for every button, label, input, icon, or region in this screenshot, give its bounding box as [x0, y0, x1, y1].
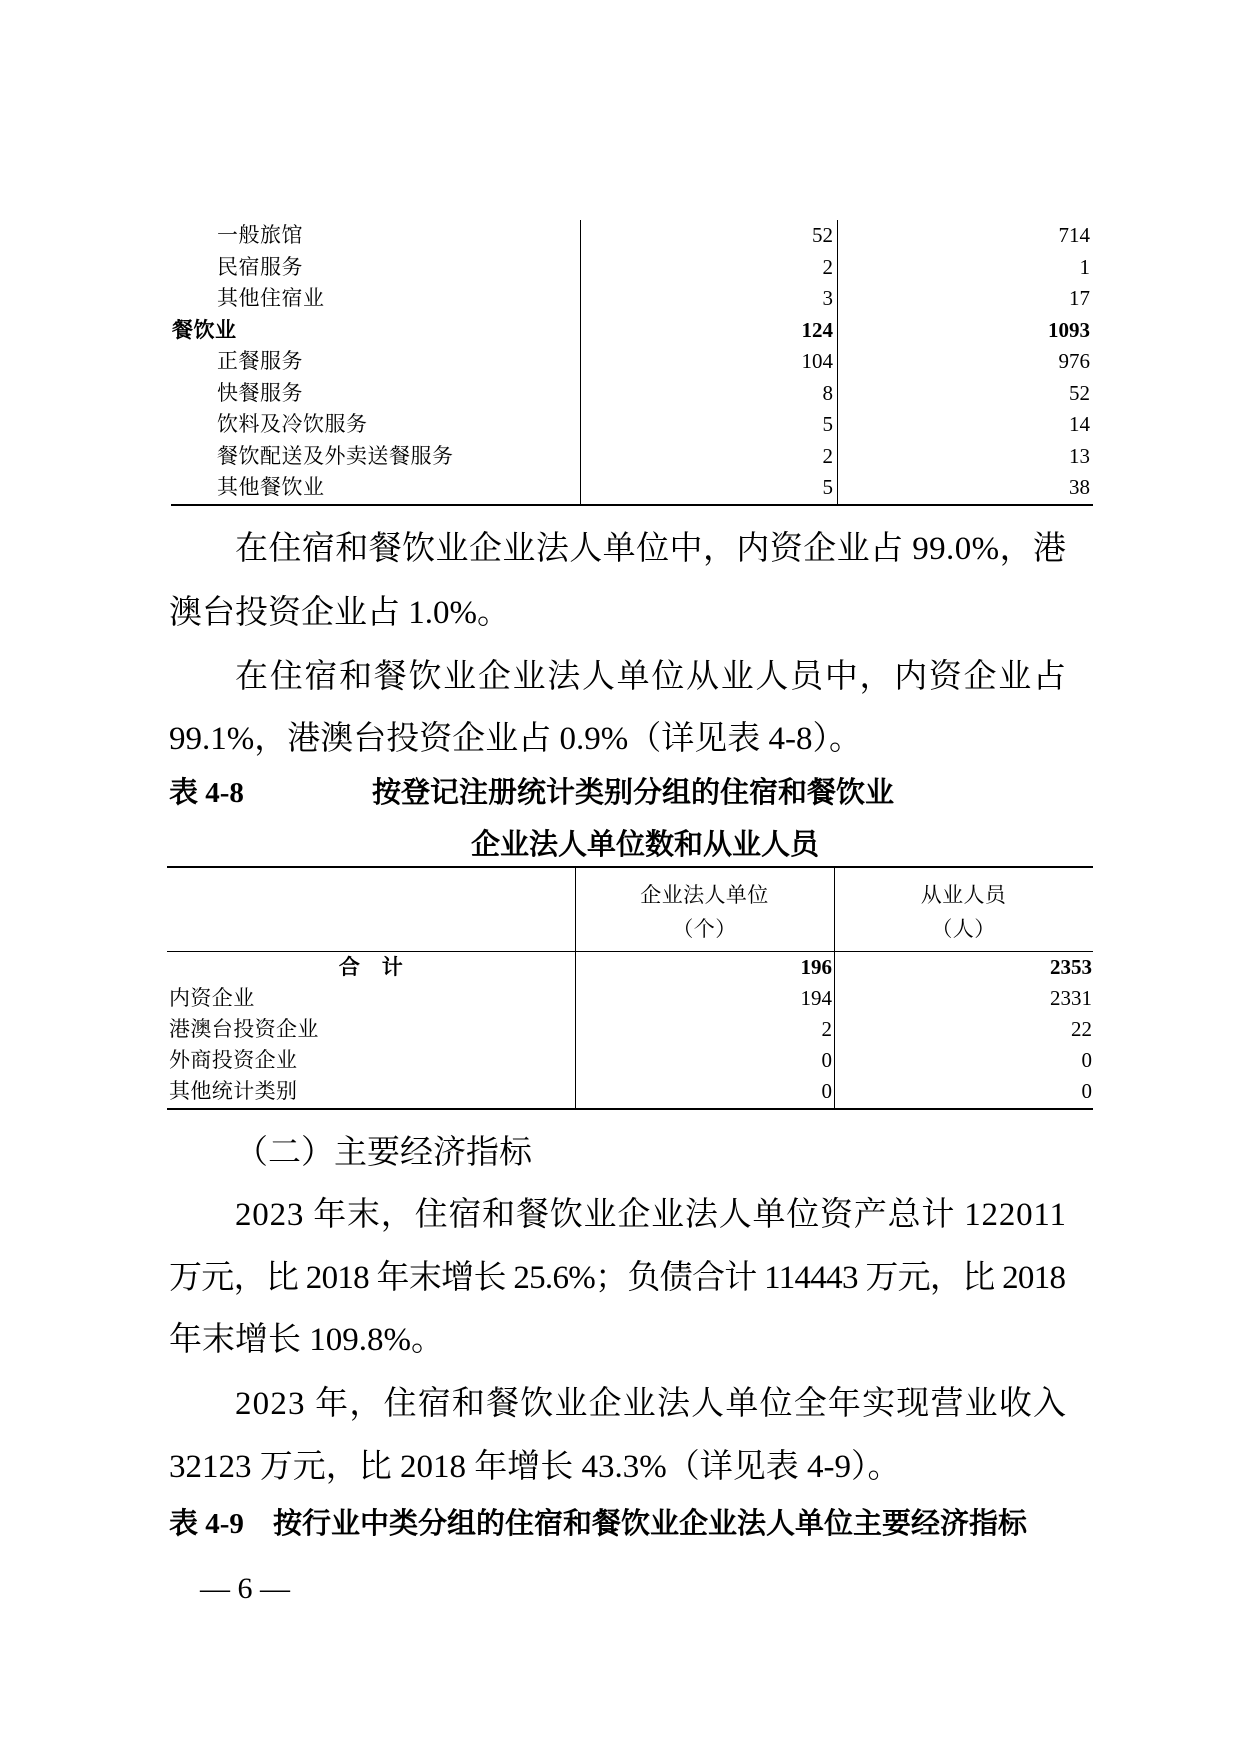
table-row [171, 252, 1093, 284]
header-cell-persons [834, 868, 1093, 951]
table-row-total [167, 952, 1093, 983]
table-row [171, 283, 1093, 315]
units-value: 0 [821, 1079, 832, 1103]
row-label: 合 计 [338, 955, 404, 979]
persons-value: 0 [1081, 1079, 1092, 1103]
table-row [171, 441, 1093, 473]
row-label: 内资企业 [169, 986, 255, 1010]
body-line: 年末增长 109.8%。 [169, 1322, 444, 1358]
units-value: 8 [822, 380, 833, 405]
row-label: 饮料及冷饮服务 [217, 412, 368, 436]
units-value: 2 [822, 443, 833, 468]
units-value: 124 [801, 317, 833, 342]
row-label: 其他住宿业 [217, 286, 325, 310]
row-label: 正餐服务 [217, 349, 303, 373]
body-line: 在住宿和餐饮业企业法人单位中，内资企业占 99.0%，港 [235, 531, 1067, 567]
persons-value: 14 [1069, 412, 1090, 436]
body-line: 99.1%，港澳台投资企业占 0.9%（详见表 4-8）。 [169, 721, 862, 757]
persons-value: 1093 [1048, 317, 1090, 342]
persons-value: 17 [1069, 286, 1090, 310]
body-line: 2023 年，住宿和餐饮业企业法人单位全年实现营业收入 [235, 1386, 1068, 1422]
table-row [171, 378, 1093, 410]
units-value: 2 [822, 254, 833, 279]
table-row [171, 409, 1093, 441]
row-label: 餐饮配送及外卖送餐服务 [217, 443, 454, 468]
row-label: 快餐服务 [217, 380, 303, 405]
table-row [171, 472, 1093, 504]
row-label: 民宿服务 [217, 254, 303, 279]
table-number: 表 4-9 [169, 1508, 244, 1540]
column-name: 从业人员 [920, 883, 1007, 907]
row-label: 其他餐饮业 [217, 475, 325, 499]
units-value: 52 [812, 223, 833, 247]
table-title: 按登记注册统计类别分组的住宿和餐饮业 [372, 777, 895, 809]
table-title: 企业法人单位数和从业人员 [471, 829, 820, 861]
table-row [167, 983, 1093, 1014]
body-line: 澳台投资企业占 1.0%。 [169, 595, 510, 631]
column-name: 企业法人单位 [640, 883, 769, 907]
persons-value: 52 [1069, 380, 1090, 405]
table-header [167, 868, 1093, 952]
persons-value: 1 [1079, 254, 1090, 279]
row-label: 外商投资企业 [169, 1048, 298, 1072]
table-row [171, 220, 1093, 252]
units-value: 5 [822, 475, 833, 499]
persons-value: 714 [1058, 223, 1090, 247]
body-line: 在住宿和餐饮业企业法人单位从业人员中，内资企业占 [235, 659, 1068, 695]
row-label: 港澳台投资企业 [169, 1017, 319, 1041]
section-heading: （二）主要经济指标 [235, 1135, 532, 1171]
table-title: 按行业中类分组的住宿和餐饮业企业法人单位主要经济指标 [273, 1508, 1028, 1540]
column-divider [575, 868, 576, 1108]
units-value: 2 [821, 1017, 832, 1041]
column-divider [834, 868, 835, 1108]
persons-value: 0 [1081, 1048, 1092, 1072]
continued-table [171, 220, 1093, 506]
table-row [167, 1014, 1093, 1045]
table-row [167, 1045, 1093, 1076]
persons-value: 13 [1069, 443, 1090, 468]
column-divider [837, 220, 838, 504]
row-label: 其他统计类别 [169, 1079, 298, 1103]
persons-value: 2353 [1050, 955, 1092, 979]
column-unit: （个） [672, 917, 737, 941]
table-row [167, 1076, 1093, 1107]
page-number: — 6 — [200, 1572, 290, 1605]
row-label: 餐饮业 [172, 317, 237, 342]
row-label: 一般旅馆 [217, 223, 303, 247]
table-row-category [171, 315, 1093, 347]
units-value: 5 [822, 412, 833, 436]
table-number: 表 4-8 [169, 777, 244, 809]
body-line: 万元，比 2018 年末增长 25.6%；负债合计 114443 万元，比 2018 [169, 1260, 1066, 1296]
persons-value: 2331 [1050, 986, 1092, 1010]
column-unit: （人） [931, 917, 996, 941]
body-line: 32123 万元，比 2018 年增长 43.3%（详见表 4-9）。 [169, 1449, 901, 1485]
units-value: 196 [800, 955, 832, 979]
persons-value: 976 [1058, 349, 1090, 373]
units-value: 194 [800, 986, 832, 1010]
header-cell-units [575, 868, 834, 951]
body-line: 2023 年末，住宿和餐饮业企业法人单位资产总计 122011 [235, 1197, 1067, 1233]
column-divider [580, 220, 581, 504]
units-value: 3 [822, 286, 833, 310]
units-value: 104 [801, 349, 833, 373]
units-value: 0 [821, 1048, 832, 1072]
table-row [171, 346, 1093, 378]
header-blank-cell [167, 868, 575, 951]
persons-value: 38 [1069, 475, 1090, 499]
table-4-8 [167, 866, 1093, 1110]
persons-value: 22 [1071, 1017, 1092, 1041]
